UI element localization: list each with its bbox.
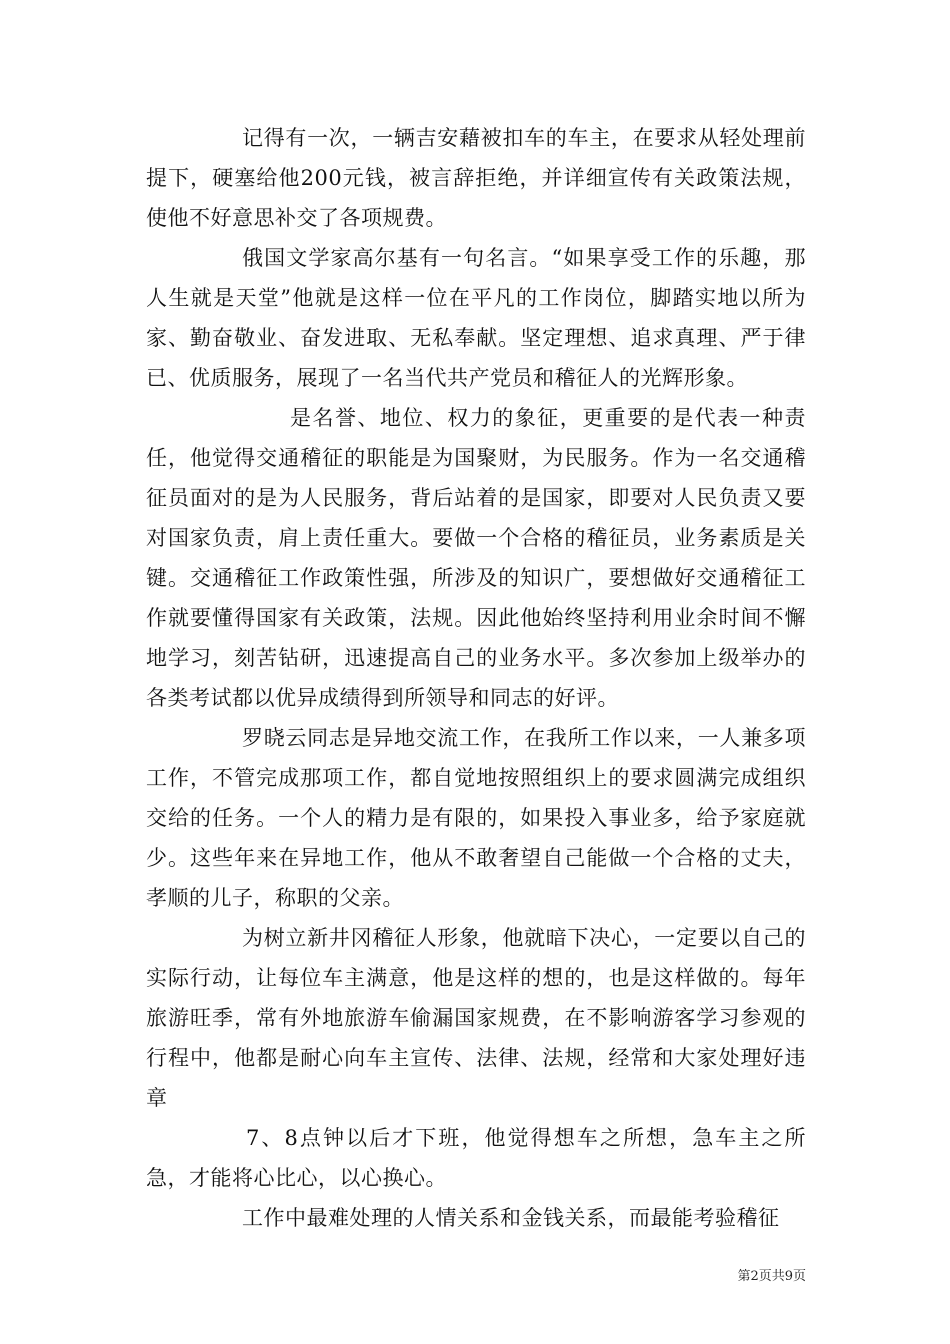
paragraph-gorky-quote: 俄国文学家高尔基有一句名言。“如果享受工作的乐趣，那人生就是天堂”他就是这样一位在平凡的工作岗位，脚踏实地以所为家、勤奋敬业、奋发进取、无私奉献。坚定理想、追求真理、严于律已、优质服务，展现了一名当代共产党员和稽征人的光辉形象。 <box>146 246 806 390</box>
page-number-footer: 第2页共9页 <box>737 1269 806 1284</box>
paragraph-responsibility: 是名誉、地位、权力的象征，更重要的是代表一种责任，他觉得交通稽征的职能是为国聚财，为民服务。作为一名交通稽征员面对的是为人民服务，背后站着的是国家，即要对人民负责又要对国家负责，肩上责任重大。要做一个合格的稽征员，业务素质是关键。交通稽征工作政策性强，所涉及的知识广，要想做好交通稽征工作就要懂得国家有关政策，法规。因此他始终坚持利用业余时间不懈地学习，刻苦钻研，迅速提高自己的业务水平。多次参加上级举办的各类考试都以优异成绩得到所领导和同志的好评。 <box>146 406 806 710</box>
document-body <box>146 118 806 1238</box>
paragraph-jinggang-image: 为树立新井冈稽征人形象，他就暗下决心，一定要以自己的实际行动，让每位车主满意，他是这样的想的，也是这样做的。每年旅游旺季，常有外地旅游车偷漏国家规费，在不影响游客学习参观的行程中，他都是耐心向车主宣传、法律、法规，经常和大家处理好违章 <box>146 926 806 1110</box>
paragraph-bribe-refusal: 记得有一次，一辆吉安藉被扣车的车主，在要求从轻处理前提下，硬塞给他200元钱，被言辞拒绝，并详细宣传有关政策法规，使他不好意思补交了各项规费。 <box>146 126 806 230</box>
paragraph-work-hours: 7、8点钟以后才下班，他觉得想车之所想，急车主之所急，才能将心比心，以心换心。 <box>146 1126 806 1190</box>
paragraph-relationships: 工作中最难处理的人情关系和金钱关系，而最能考验稽征 <box>242 1206 780 1230</box>
paragraph-luo-xiaoyun: 罗晓云同志是异地交流工作，在我所工作以来，一人兼多项工作，不管完成那项工作，都自觉地按照组织上的要求圆满完成组织交给的任务。一个人的精力是有限的，如果投入事业多，给予家庭就少。这些年来在异地工作，他从不敢奢望自己能做一个合格的丈夫，孝顺的儿子，称职的父亲。 <box>146 726 806 910</box>
